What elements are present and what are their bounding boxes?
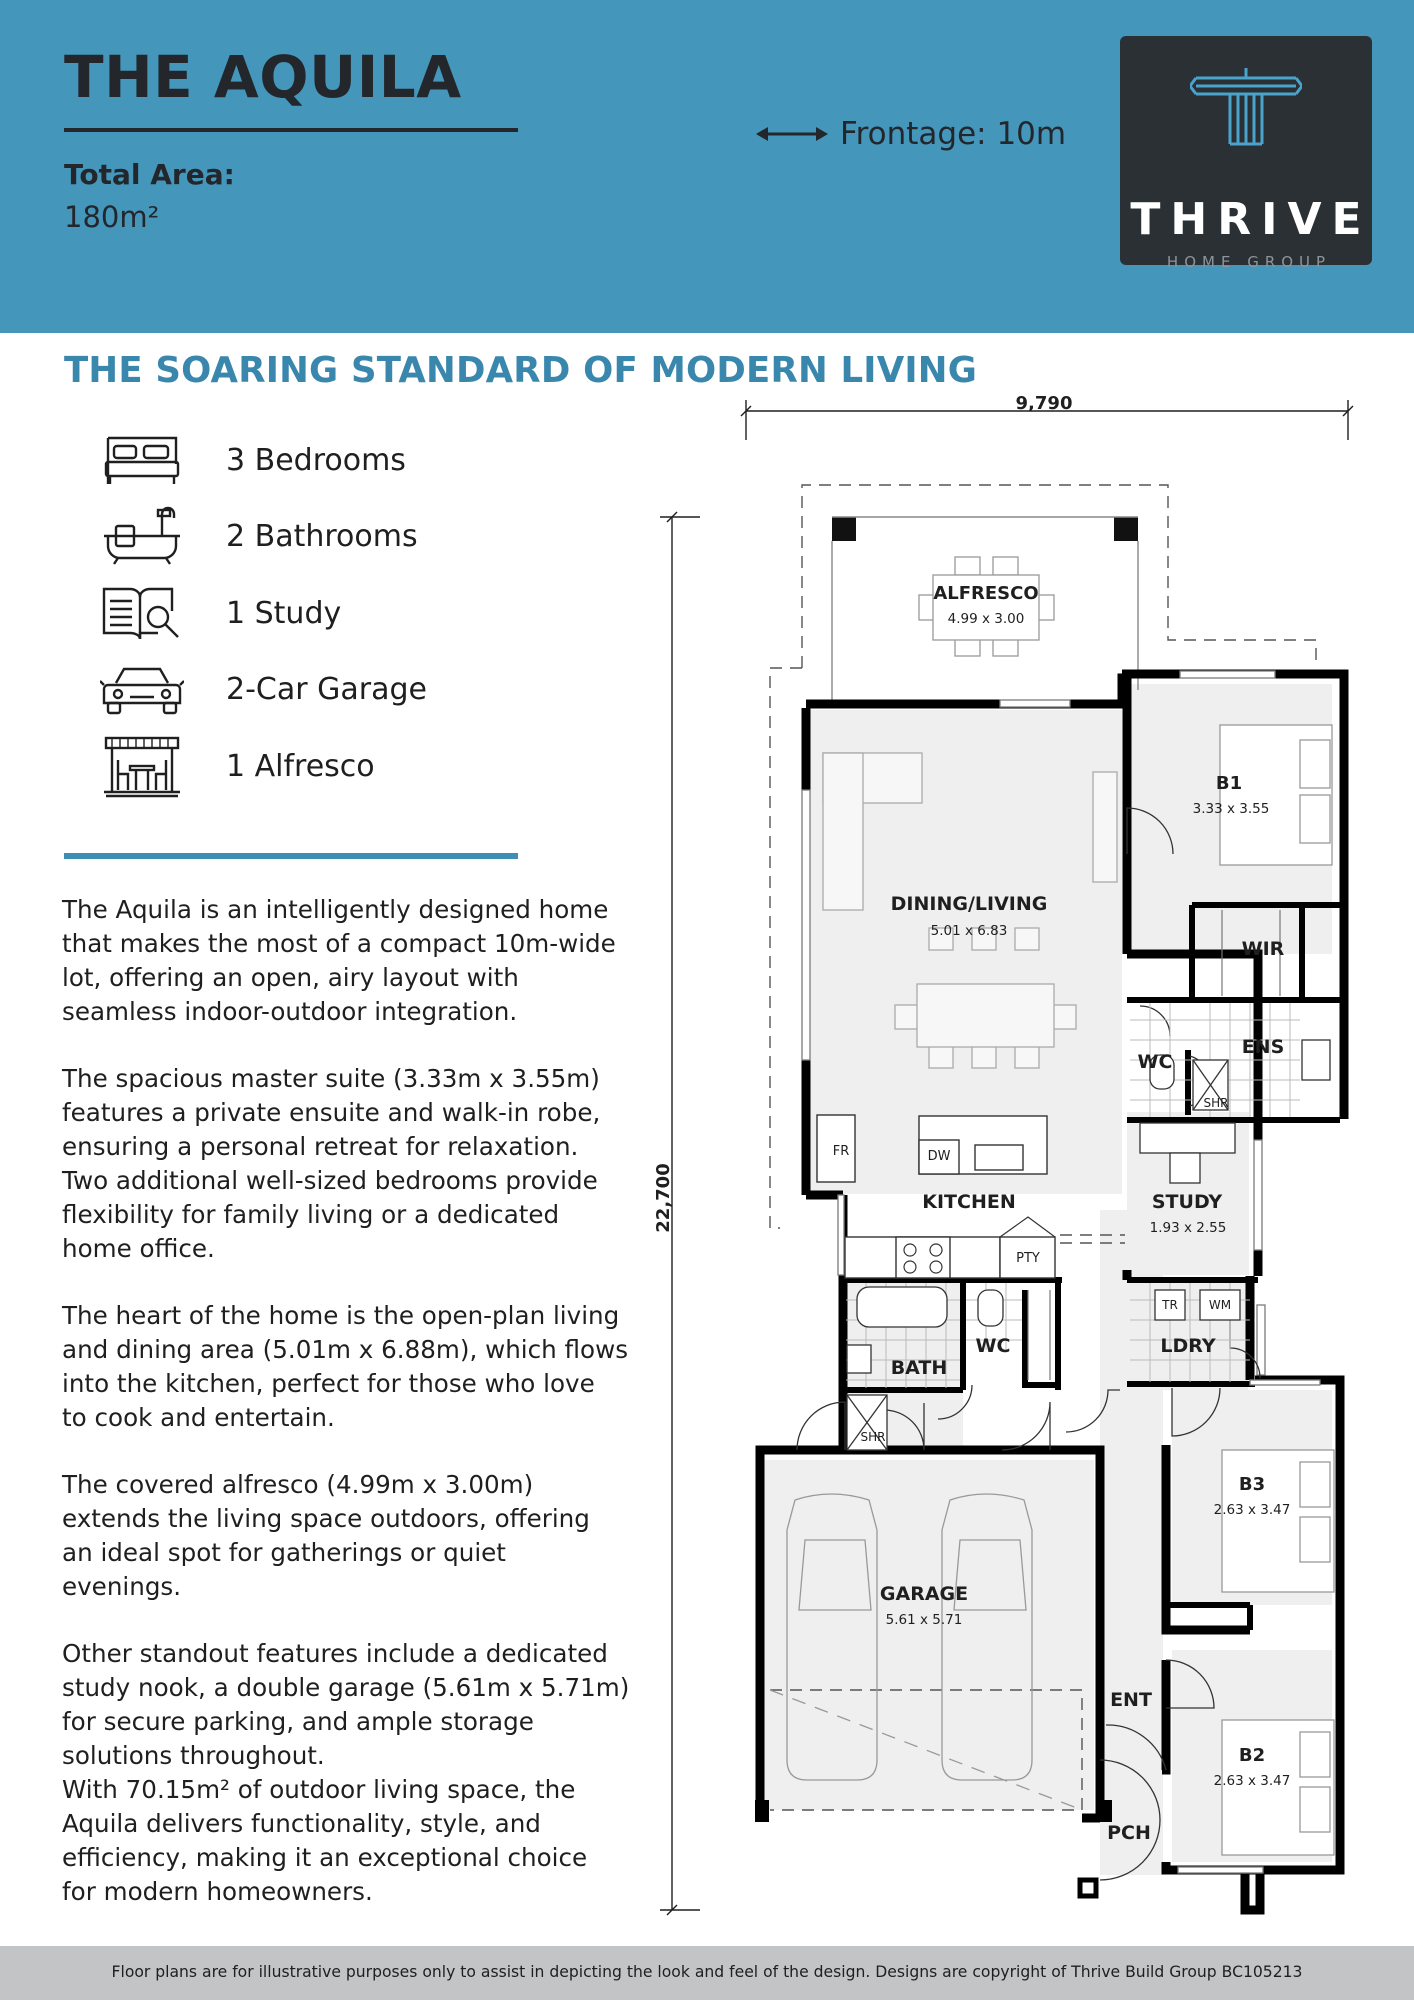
room-label: B1 [1215,773,1243,794]
copyright-disclaimer: Floor plans are for illustrative purposes only to assist in depicting the look and feel of the design. Designs are copyright of Thrive Build Group BC105213 [111,1963,1303,1981]
alfresco-table [919,557,1054,656]
room-label: SHR [860,1430,886,1444]
total-area-value: 180m² [64,200,160,234]
description-paragraph: The covered alfresco (4.99m x 3.00m) extends the living space outdoors, offering an ideal spot for gatherings or quiet evenings. [62,1470,590,1601]
description-paragraph: Other standout features include a dedicated study nook, a double garage (5.61m x 5.71m) for secure parking, and ample storage solutions throughout. With 70.15m² of outdoor living space, the Aquila delivers functionality, style, and efficiency, making it an exceptional choice for modern homeowners. [62,1639,630,1906]
feature-label: 1 Study [226,595,342,631]
room-size: 5.61 x 5.71 [885,1612,963,1628]
feature-bedrooms [100,430,500,490]
footer-bar [0,1946,1414,2000]
width-dimension-label: 9,790 [1015,393,1073,414]
alfresco-table-icon [100,734,184,798]
room-label: ENS [1241,1036,1285,1058]
room-size: 5.01 x 6.83 [930,923,1008,939]
floor-plan [640,384,1360,1924]
room-size: 2.63 x 3.47 [1213,1773,1291,1789]
feature-label: 1 Alfresco [226,748,375,784]
room-label: LDRY [1160,1335,1216,1357]
room-label: ALFRESCO [933,583,1039,604]
room-label: DINING/LIVING [890,893,1048,915]
car-icon [100,657,184,721]
room-label: STUDY [1151,1191,1223,1213]
description-paragraph: The spacious master suite (3.33m x 3.55m) features a private ensuite and walk-in robe, ensuring a personal retreat for relaxation. Two additional well-sized bedrooms provide flexibility for family living or a dedicated home office. [62,1064,601,1263]
feature-garage [100,659,500,719]
room-label: KITCHEN [922,1191,1016,1213]
section-divider [64,853,518,859]
book-magnifier-icon [100,581,184,645]
thrive-logo [1120,36,1372,271]
title-underline [64,128,518,132]
double-arrow-icon [756,124,828,144]
room-label: ENT [1110,1689,1152,1711]
room-size: 2.63 x 3.47 [1213,1502,1291,1518]
room-label: WC [1137,1051,1173,1073]
floor-plan-drawing [640,384,1360,1924]
room-size: 4.99 x 3.00 [947,611,1025,627]
room-label: B2 [1238,1745,1266,1766]
feature-label: 3 Bedrooms [226,442,406,478]
logo-subtitle: HOME GROUP [1166,253,1332,271]
frontage-info [756,116,1066,152]
room-label: WIR [1241,938,1285,960]
room-label: PTY [1016,1251,1040,1266]
room-size: 1.93 x 2.55 [1149,1220,1227,1236]
room-label: GARAGE [879,1583,969,1605]
description-paragraph: The Aquila is an intelligently designed home that makes the most of a compact 10m-wide lot, offering an open, airy layout with seamless indoor-outdoor integration. [62,895,616,1026]
description [62,893,662,1909]
total-area-label: Total Area: [64,158,235,191]
description-paragraph: The heart of the home is the open-plan living and dining area (5.01m x 6.88m), which flows into the kitchen, perfect for those who love to cook and entertain. [62,1301,629,1432]
pillar-arrows-logo-icon [1190,64,1302,146]
page-title: THE AQUILA [64,43,462,111]
room-label: BATH [890,1357,948,1379]
feature-alfresco [100,736,500,796]
room-size: 3.33 x 3.55 [1192,801,1270,817]
fixture-label: TR [1162,1298,1178,1312]
feature-label: 2 Bathrooms [226,518,418,554]
fixture-label: FR [832,1144,850,1159]
bathtub-icon [100,504,184,568]
fixture-label: DW [927,1149,951,1164]
frontage-text: Frontage: 10m [840,116,1067,152]
room-label: SHR [1203,1096,1229,1110]
wall-posts [755,1800,1112,1896]
feature-label: 2-Car Garage [226,671,427,707]
feature-bathrooms [100,506,500,566]
room-label: PCH [1107,1822,1151,1844]
logo-wordmark: THRIVE [1130,194,1372,245]
room-label: B3 [1238,1474,1266,1495]
room-label: WC [975,1335,1011,1357]
headline: THE SOARING STANDARD OF MODERN LIVING [64,350,978,391]
fixture-label: WM [1208,1298,1232,1312]
header-band [0,0,1414,333]
feature-study [100,583,500,643]
depth-dimension-label: 22,700 [653,1163,674,1233]
bed-icon [100,428,184,492]
